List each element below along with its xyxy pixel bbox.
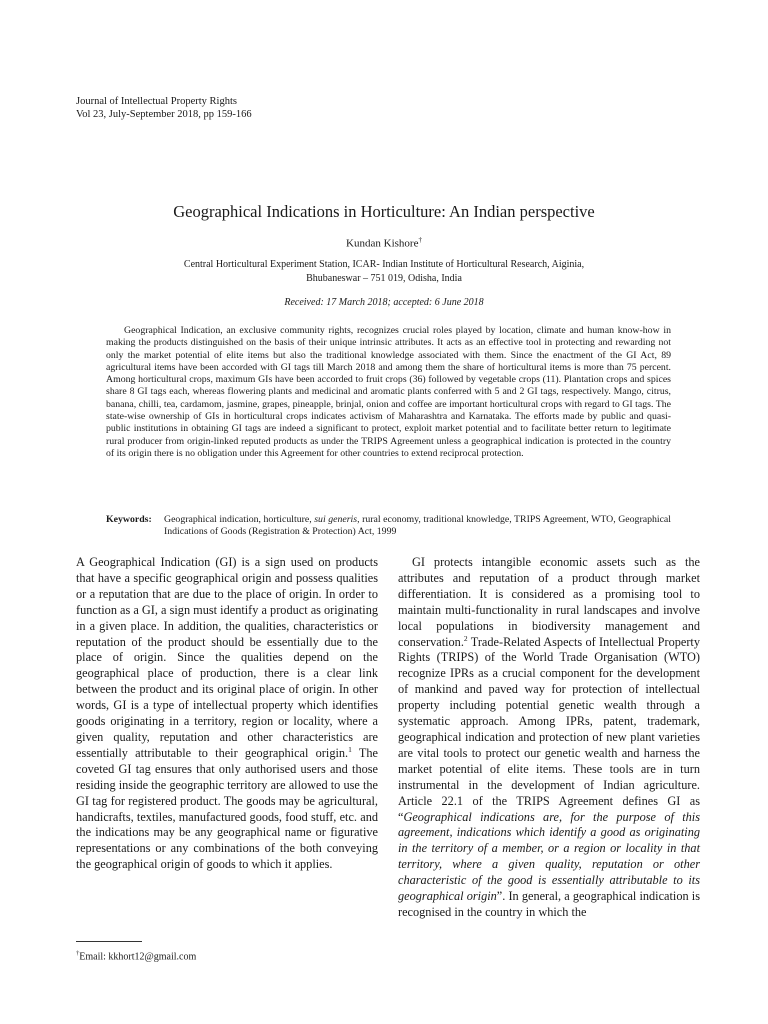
body-right-part-3: ”. In general, a geographical indication is recognised in the country in which the xyxy=(398,889,700,919)
affiliation xyxy=(0,258,768,285)
keywords-block xyxy=(106,514,671,539)
journal-volume: Vol 23, July-September 2018, pp 159-166 xyxy=(76,109,252,120)
keywords-text-b: , rural economy, traditional knowledge, TRIPS Agreement, WTO, Geographical Indications of Goods (Registration & Protection) Act, 1999 xyxy=(164,514,672,538)
footnote-rule xyxy=(76,941,142,942)
body-left-part-1: A Geographical Indication (GI) is a sign used on products that have a specific geographical origin and possess qualities or a reputation that are due to the place of origin. In order to function as a GI, a sign must identify a product as originating in a given place. In addition, the qualities, characteristics or reputation of the product should be essentially due to the place of origin. Since the qualities depend on the geographical place of production, there is a clear link between the product and its original place of origin. In other words, GI is a type of intellectual property which identifies goods originating in a territory, region or locality, where a given quality, reputation and other characteristics are essentially attributable to their geographical origin. xyxy=(76,555,378,760)
author-line xyxy=(0,236,768,250)
journal-name: Journal of Intellectual Property Rights xyxy=(76,96,237,107)
author-mark: † xyxy=(418,236,422,244)
article-title: Geographical Indications in Horticulture: An Indian perspective xyxy=(173,202,595,221)
citation-ref-1: 1 xyxy=(348,744,352,754)
author-name: Kundan Kishore xyxy=(346,237,419,250)
body-right-part-2: Trade-Related Aspects of Intellectual Property Rights (TRIPS) of the World Trade Organisation (WTO) recognize IPRs as a crucial component for the development of mankind and paved way for protection of intellectual property including potential genetic wealth through a systematic approach. Among IPRs, patent, trademark, geographical indication and protection of new plant varieties are vital tools to protect our genetic wealth and harness the market potential of elite items. These tools are in turn instrumental in the development of Indian agriculture. Article 22.1 of the TRIPS Agreement defines GI as “ xyxy=(398,634,700,824)
footnote-mark: † xyxy=(76,950,80,957)
footnote xyxy=(76,948,196,963)
received-dates: Received: 17 March 2018; accepted: 6 June 2018 xyxy=(284,297,484,308)
body-column-left xyxy=(76,555,378,873)
affiliation-line-1: Central Horticultural Experiment Station, ICAR- Indian Institute of Horticultural Research, Aiginia, xyxy=(183,259,585,270)
body-right-part-1: GI protects intangible economic assets such as the attributes and reputation of a product through market differentiation. It is considered as a promising tool to maintain multi-functionality in rural landscapes and involve local populations in biodiversity management and conservation. xyxy=(398,555,700,649)
body-column-right xyxy=(398,555,700,921)
trips-definition-quote: Geographical indications are, for the purpose of this agreement, indications which identify a good as originating in the territory of a member, or a region or locality in that territory, where a given quality, reputation or other characteristic of the good is essentially attributable to its geographical origin xyxy=(398,809,700,904)
citation-ref-2: 2 xyxy=(463,633,468,643)
abstract: Geographical Indication, an exclusive community rights, recognizes crucial roles played by location, climate and human know-how in making the products distinguished on the basis of their unique intrinsic attributes. It acts as an effective tool in protecting and rewarding not only the market potential of elite items but also the traditional knowledge associated with them. Since the enactment of the GI Act, 89 agricultural items have been accorded with GI tags till March 2018 and among them the share of horticultural items is more than 75 percent. Among horticultural crops, maximum GIs have been accorded to fruit crops (36) followed by vegetable crops (11). Plantation crops and spices share 8 GI tags each, whereas flowering plants and medicinal and aromatic plants conferred with 5 and 2 GI tags, respectively. Mango, citrus, banana, chilli, tea, cardamom, jasmine, grapes, pineapple, brinjal, onion and coffee are important horticultural crops with regard to GI tags. The state-wise ownership of GIs in horticultural crops indicates activism of Maharashtra and Karnataka. The efforts made by public and quasi-public institutions in obtaining GI tags are indeed a significant to protect, exploit market potential and to facilitate better return to legitimate rural producer from origin-linked reputed products as under the TRIPS Agreement unless a geographical indication is protected in the country of its origin there is no obligation under this Agreement for other countries to extend reciprocal protection. xyxy=(106,325,671,459)
affiliation-line-2: Bhubaneswar – 751 019, Odisha, India xyxy=(306,272,462,284)
keywords-text xyxy=(106,514,671,539)
keywords-text-a: Geographical indication, horticulture, xyxy=(164,514,315,525)
keywords-label: Keywords: xyxy=(106,514,152,525)
journal-header xyxy=(76,95,252,121)
body-left-part-2: The coveted GI tag ensures that only authorised users and those residing inside the geographic territory are allowed to use the GI tag for registered product. The goods may be agricultural, handicrafts, textiles, manufactured goods, food stuff, etc. and the indications may be any geographical name or figurative representations or any combinations of the both conveying the geographical origin of goods to which it applies. xyxy=(76,745,378,872)
keywords-italic-term: sui generis xyxy=(314,514,358,525)
footnote-email: Email: kkhort12@gmail.com xyxy=(79,951,197,963)
